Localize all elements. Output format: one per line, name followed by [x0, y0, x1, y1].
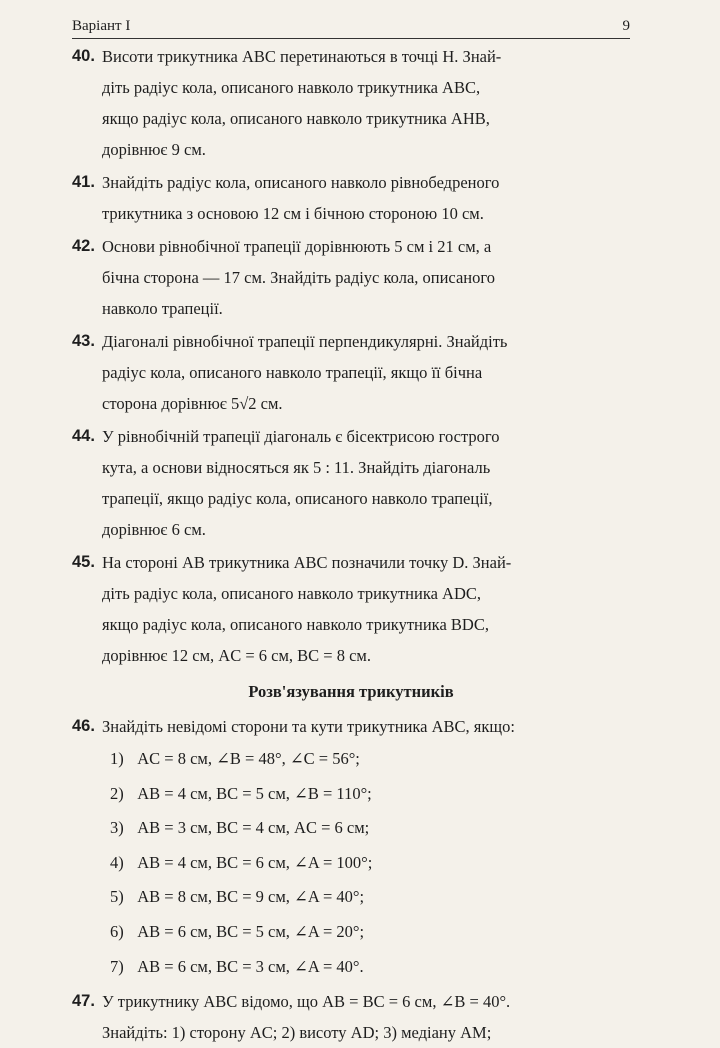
problem-line: Основи рівнобічної трапеції дорівнюють 5 см і 21 см, а — [102, 237, 492, 256]
problem-line: У рівнобічній трапеції діагональ є бісектрисою гострого — [102, 427, 500, 446]
problem-number: 45. — [72, 553, 95, 571]
problem-42 — [72, 231, 630, 324]
problem-line: Знайдіть радіус кола, описаного навколо рівнобедреного — [102, 173, 500, 192]
problem-line: діть радіус кола, описаного навколо трикутника ABC, — [102, 78, 481, 97]
subitem-number: 5) — [110, 887, 124, 907]
section-heading: Розв'язування трикутників — [248, 682, 454, 701]
problem-44 — [72, 421, 630, 545]
subitem-text: AB = 4 см, BC = 5 см, ∠B = 110°; — [137, 783, 372, 803]
problem-line: якщо радіус кола, описаного навколо трикутника AHB, — [102, 109, 490, 128]
problem-47 — [72, 986, 630, 1048]
problem-line: Висоти трикутника ABC перетинаються в точці H. Знай- — [102, 47, 502, 66]
subitem-number: 6) — [110, 921, 124, 941]
subitem-list — [72, 742, 630, 984]
problem-line: діть радіус кола, описаного навколо трикутника ADC, — [102, 584, 482, 603]
subitem — [72, 742, 630, 777]
problem-line: У трикутнику ABC відомо, що AB = BC = 6 см, ∠B = 40°. — [102, 992, 511, 1012]
problem-line: навколо трапеції. — [102, 299, 223, 318]
subitem-text: AB = 4 см, BC = 6 см, ∠A = 100°; — [137, 852, 373, 872]
subitem-number: 7) — [110, 956, 124, 976]
problem-number: 43. — [72, 332, 95, 350]
subitem — [72, 880, 630, 915]
problem-line: дорівнює 6 см. — [102, 520, 206, 539]
problem-line: бічна сторона — 17 см. Знайдіть радіус кола, описаного — [102, 268, 495, 287]
subitem — [72, 846, 630, 881]
problem-line: сторона дорівнює 5√2 см. — [102, 394, 283, 413]
problem-43 — [72, 326, 630, 419]
subitem — [72, 777, 630, 812]
problem-number: 41. — [72, 173, 95, 191]
subitem-number: 4) — [110, 852, 124, 872]
problem-line: трапеції, якщо радіус кола, описаного навколо трапеції, — [102, 489, 493, 508]
subitem-number: 1) — [110, 749, 124, 768]
problem-list — [72, 41, 630, 671]
subitem-number: 3) — [110, 818, 124, 838]
subitem-text: AC = 8 см, ∠B = 48°, ∠C = 56°; — [137, 749, 360, 768]
problem-number: 46. — [72, 717, 95, 735]
problem-number: 42. — [72, 237, 95, 255]
subitem — [72, 811, 630, 846]
problem-number: 47. — [72, 992, 95, 1011]
problem-line: трикутника з основою 12 см і бічною стороною 10 см. — [102, 204, 484, 223]
problem-line: Діагоналі рівнобічної трапеції перпендикулярні. Знайдіть — [102, 332, 508, 351]
problem-line: якщо радіус кола, описаного навколо трикутника BDC, — [102, 615, 489, 634]
problem-line: Знайдіть: 1) сторону AC; 2) висоту AD; 3) медіану AM; — [102, 1023, 492, 1043]
problem-40 — [72, 41, 630, 165]
problem-41 — [72, 167, 630, 229]
running-head — [72, 0, 630, 39]
subitem — [72, 915, 630, 950]
problem-number: 44. — [72, 427, 95, 445]
problem-line: кута, а основи відносяться як 5 : 11. Знайдіть діагональ — [102, 458, 491, 477]
problem-line: На стороні AB трикутника ABC позначили точку D. Знай- — [102, 553, 512, 572]
problem-line: Знайдіть невідомі сторони та кути трикутника ABC, якщо: — [102, 717, 515, 736]
subitem — [72, 950, 630, 985]
problem-line: дорівнює 9 см. — [102, 140, 206, 159]
problem-45 — [72, 547, 630, 671]
problem-line: радіус кола, описаного навколо трапеції, якщо її бічна — [102, 363, 483, 382]
subitem-text: AB = 8 см, BC = 9 см, ∠A = 40°; — [137, 887, 365, 907]
subitem-number: 2) — [110, 783, 124, 803]
problem-46 — [72, 711, 630, 742]
subitem-text: AB = 3 см, BC = 4 см, AC = 6 см; — [137, 818, 370, 838]
subitem-text: AB = 6 см, BC = 5 см, ∠A = 20°; — [137, 921, 365, 941]
problem-line: дорівнює 12 см, AC = 6 см, BC = 8 см. — [102, 646, 371, 665]
problem-number: 40. — [72, 47, 95, 65]
page-number: 9 — [622, 18, 630, 34]
variant-label: Варіант I — [72, 18, 131, 34]
subitem-text: AB = 6 см, BC = 3 см, ∠A = 40°. — [137, 956, 364, 976]
